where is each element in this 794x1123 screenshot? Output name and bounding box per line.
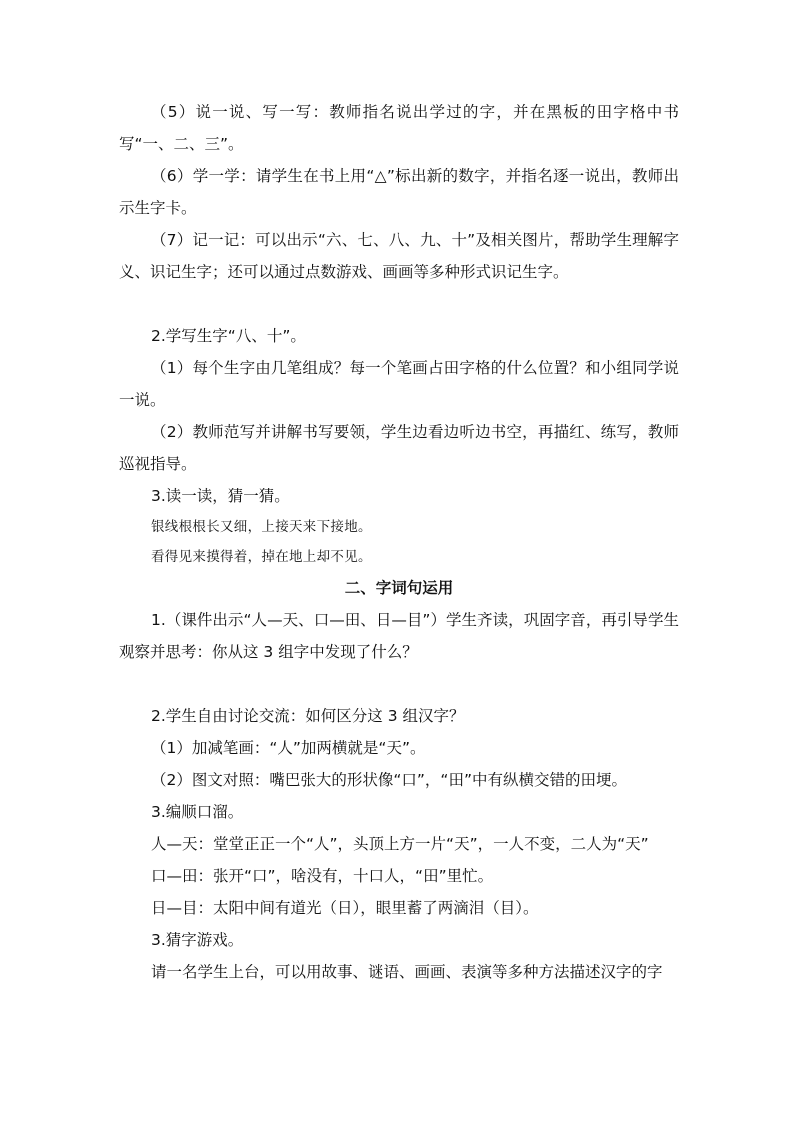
paragraph-rhyme-ren-tian: 人—天：堂堂正正一个“人”，头顶上方一片“天”，一人不变，二人为“天” bbox=[151, 835, 649, 853]
paragraph-teacher-demo: （2）教师范写并讲解书写要领，学生边看边听边书空，再描红、练写，教师巡视指导。 bbox=[119, 423, 679, 473]
section-heading: 二、字词句运用 bbox=[344, 579, 454, 597]
paragraph-step-6: （6）学一学：请学生在书上用“△”标出新的数字，并指名逐一说出，教师出示生字卡。 bbox=[119, 167, 679, 217]
paragraph-picture-compare: （2）图文对照：嘴巴张大的形状像“口”，“田”中有纵横交错的田埂。 bbox=[151, 771, 627, 789]
paragraph-rhyme-ri-mu: 日—目：太阳中间有道光（日），眼里蓄了两滴泪（目）。 bbox=[151, 899, 539, 917]
blank-line bbox=[119, 668, 679, 700]
document-body bbox=[119, 96, 679, 988]
riddle-line-1: 银线根根长又细，上接天来下接地。 bbox=[151, 519, 372, 535]
paragraph-add-strokes: （1）加减笔画：“人”加两横就是“天”。 bbox=[151, 739, 426, 757]
paragraph-rhyme-title: 3.编顺口溜。 bbox=[151, 803, 244, 821]
paragraph-learn-write: 2.学写生字“八、十”。 bbox=[151, 327, 306, 345]
paragraph-strokes-question: （1）每个生字由几笔组成？每一个笔画占田字格的什么位置？和小组同学说一说。 bbox=[119, 359, 679, 409]
paragraph-student-stage: 请一名学生上台，可以用故事、谜语、画画、表演等多种方法描述汉字的字 bbox=[151, 963, 663, 981]
paragraph-read-guess: 3.读一读，猜一猜。 bbox=[151, 487, 290, 505]
paragraph-courseware: 1.（课件出示“人—天、口—田、日—目”）学生齐读，巩固字音，再引导学生观察并思考：你从这 3 组字中发现了什么？ bbox=[119, 611, 679, 661]
paragraph-discuss: 2.学生自由讨论交流：如何区分这 3 组汉字？ bbox=[151, 707, 465, 725]
paragraph-guess-game: 3.猜字游戏。 bbox=[151, 931, 244, 949]
riddle-line-2: 看得见来摸得着，掉在地上却不见。 bbox=[151, 549, 372, 565]
blank-line bbox=[119, 288, 679, 320]
paragraph-step-7: （7）记一记：可以出示“六、七、八、九、十”及相关图片，帮助学生理解字义、识记生字；还可以通过点数游戏、画画等多种形式识记生字。 bbox=[119, 231, 679, 281]
paragraph-rhyme-kou-tian: 口—田：张开“口”，啥没有，十口人，“田”里忙。 bbox=[151, 867, 494, 885]
paragraph-step-5: （5）说一说、写一写：教师指名说出学过的字，并在黑板的田字格中书写“一、二、三”。 bbox=[119, 103, 679, 153]
